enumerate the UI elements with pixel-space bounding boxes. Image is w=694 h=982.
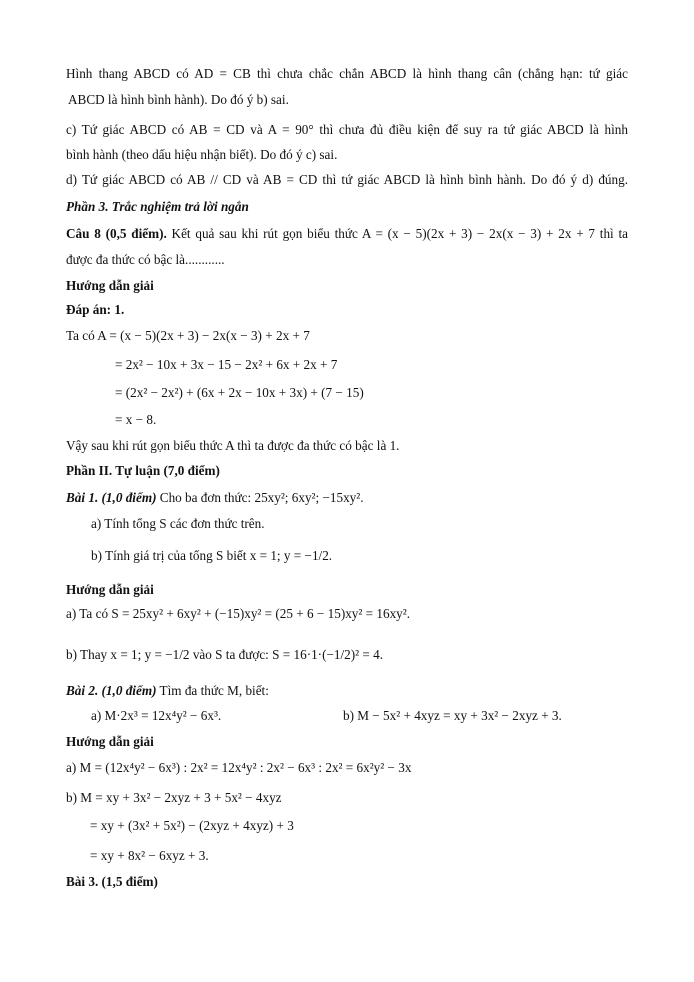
p2-line-2: bình hành (theo dấu hiệu nhận biết). Do đó ý c) sai. <box>66 147 338 162</box>
sol8-line-1: Ta có A = (x − 5)(2x + 3) − 2x(x − 3) + 2x + 7 <box>66 328 310 343</box>
part3-heading: Phần 3. Trắc nghiệm trả lời ngắn <box>66 199 249 214</box>
sol8-line-2: = 2x² − 10x + 3x − 15 − 2x² + 6x + 2x + 7 <box>115 357 338 372</box>
sol8-line-3: = (2x² − 2x²) + (6x + 2x − 10x + 3x) + (7 − 15) <box>115 385 364 400</box>
b2-part-b: b) M − 5x² + 4xyz = xy + 3x² − 2xyz + 3. <box>343 708 562 723</box>
q8-line-2: được đa thức có bậc là............ <box>66 252 225 267</box>
sol8-line-4: = x − 8. <box>115 412 157 427</box>
p1-line-1: Hình thang ABCD có AD = CB thì chưa chắc chắn ABCD là hình thang cân (chẳng hạn: tứ giác <box>66 66 628 81</box>
b2-statement <box>66 683 269 699</box>
b2-text: Tìm đa thức M, biết: <box>159 683 269 698</box>
sol2-part-b-line-3: = xy + 8x² − 6xyz + 3. <box>90 848 209 863</box>
guide-heading-2: Hướng dẫn giải <box>66 582 154 597</box>
b1-text: Cho ba đơn thức: 25xy²; 6xy²; −15xy². <box>159 490 364 505</box>
sol1-part-b: b) Thay x = 1; y = −1/2 vào S ta được: S = 16·1·(−1/2)² = 4. <box>66 647 384 662</box>
p3-line: d) Tứ giác ABCD có AB // CD và AB = CD thì tứ giác ABCD là hình bình hành. Do đó ý d) đúng. <box>66 172 628 187</box>
p1-line-2: ABCD là hình bình hành). Do đó ý b) sai. <box>68 92 289 107</box>
b1-part-b: b) Tính giá trị của tổng S biết x = 1; y = −1/2. <box>91 548 333 563</box>
b2-label: Bài 2. (1,0 điểm) <box>66 683 157 698</box>
guide-heading-1: Hướng dẫn giải <box>66 278 154 293</box>
b2-part-a: a) M·2x³ = 12x⁴y² − 6x³. <box>91 708 222 723</box>
sol2-part-b-line-2: = xy + (3x² + 5x²) − (2xyz + 4xyz) + 3 <box>90 818 294 833</box>
b1-label: Bài 1. (1,0 điểm) <box>66 490 157 505</box>
b1-part-a: a) Tính tổng S các đơn thức trên. <box>91 516 265 531</box>
q8-label: Câu 8 (0,5 điểm). <box>66 226 167 241</box>
b3-heading: Bài 3. (1,5 điểm) <box>66 874 158 889</box>
b1-statement <box>66 490 364 506</box>
p2-line-1: c) Tứ giác ABCD có AB = CD và A = 90° thì chưa đủ điều kiện để suy ra tứ giác ABCD là hình <box>66 122 628 137</box>
answer-line: Đáp án: 1. <box>66 302 125 317</box>
q8-line-1 <box>66 226 628 242</box>
sol2-part-a: a) M = (12x⁴y² − 6x³) : 2x² = 12x⁴y² : 2x² − 6x³ : 2x² = 6x²y² − 3x <box>66 760 412 775</box>
sol2-part-b-line-1: b) M = xy + 3x² − 2xyz + 3 + 5x² − 4xyz <box>66 790 282 805</box>
q8-text: Kết quả sau khi rút gọn biểu thức A = (x − 5)(2x + 3) − 2x(x − 3) + 2x + 7 thì ta <box>171 226 629 241</box>
sol1-part-a: a) Ta có S = 25xy² + 6xy² + (−15)xy² = (25 + 6 − 15)xy² = 16xy². <box>66 606 411 621</box>
sol8-conclusion: Vậy sau khi rút gọn biểu thức A thì ta được đa thức có bậc là 1. <box>66 438 400 453</box>
guide-heading-3: Hướng dẫn giải <box>66 734 154 749</box>
part2-heading: Phần II. Tự luận (7,0 điểm) <box>66 463 220 478</box>
